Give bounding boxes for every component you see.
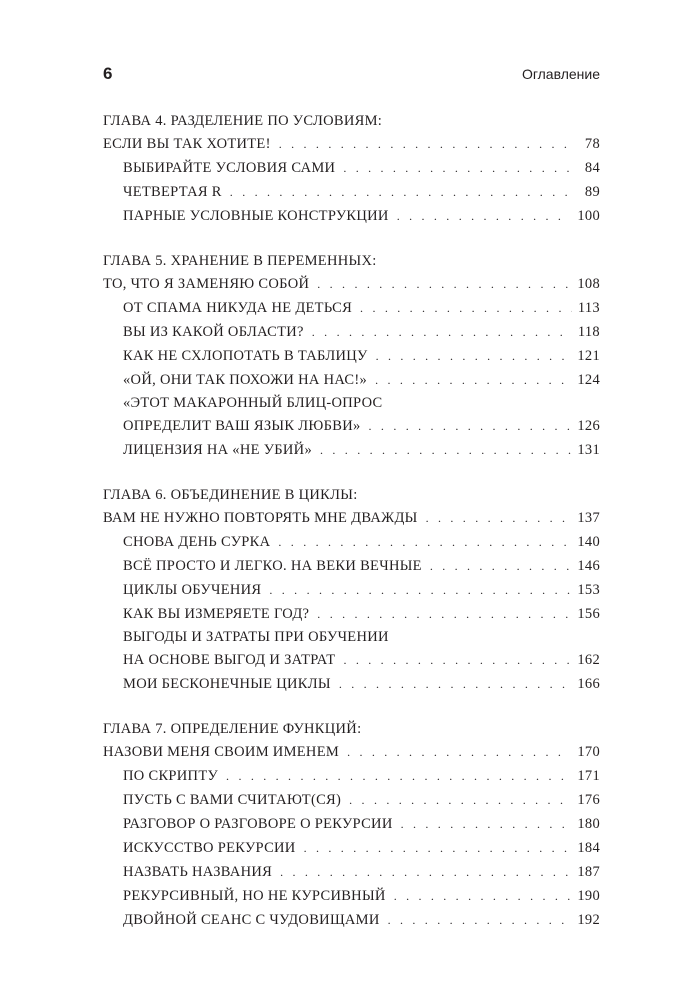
toc-entry[interactable] [123, 578, 600, 602]
dot-leader [279, 132, 572, 156]
running-head: Оглавление [521, 66, 600, 82]
toc-entry[interactable] [123, 836, 600, 860]
dot-leader [304, 836, 572, 860]
dot-leader [397, 204, 572, 228]
toc-chapter-5 [103, 250, 600, 462]
toc-entry[interactable] [123, 884, 600, 908]
dot-leader [349, 788, 571, 812]
page-ref: 184 [577, 840, 600, 856]
page-ref: 176 [577, 792, 600, 808]
toc-chapter-4 [103, 110, 600, 228]
toc-entry[interactable] [123, 296, 600, 320]
page-ref: 180 [577, 816, 600, 832]
section-title: ЦИКЛЫ ОБУЧЕНИЯ [123, 582, 262, 598]
dot-leader [280, 860, 571, 884]
page-ref: 113 [577, 300, 600, 316]
page-ref: 166 [577, 676, 600, 692]
section-title: ОПРЕДЕЛИТ ВАШ ЯЗЫК ЛЮБВИ» [123, 418, 361, 434]
page-ref: 171 [577, 768, 600, 784]
toc-entry[interactable] [123, 812, 600, 836]
page-ref: 146 [577, 558, 600, 574]
toc-entry[interactable] [123, 908, 600, 932]
dot-leader [269, 578, 571, 602]
section-title: «ОЙ, ОНИ ТАК ПОХОЖИ НА НАС!» [123, 372, 368, 388]
page-ref: 131 [577, 442, 600, 458]
chapter-title-line2: ЕСЛИ ВЫ ТАК ХОТИТЕ! [103, 136, 271, 152]
dot-leader [394, 884, 572, 908]
toc-entry[interactable] [123, 414, 600, 438]
chapter-title-line1: ГЛАВА 5. ХРАНЕНИЕ В ПЕРЕМЕННЫХ: [103, 253, 377, 269]
chapter-title-line2: ТО, ЧТО Я ЗАМЕНЯЮ СОБОЙ [103, 276, 310, 292]
dot-leader [278, 530, 571, 554]
toc-entry[interactable] [123, 602, 600, 626]
section-title: ЛИЦЕНЗИЯ НА «НЕ УБИЙ» [123, 442, 312, 458]
page-ref: 156 [577, 606, 600, 622]
section-title: РАЗГОВОР О РАЗГОВОРЕ О РЕКУРСИИ [123, 816, 393, 832]
page-ref: 190 [577, 888, 600, 904]
toc-entry[interactable] [103, 272, 600, 296]
section-title: РЕКУРСИВНЫЙ, НО НЕ КУРСИВНЫЙ [123, 888, 386, 904]
toc-chapter-7 [103, 718, 600, 932]
section-title: ИСКУССТВО РЕКУРСИИ [123, 840, 296, 856]
section-title: СНОВА ДЕНЬ СУРКА [123, 534, 271, 550]
page-ref: 89 [584, 184, 600, 200]
section-title: МОИ БЕСКОНЕЧНЫЕ ЦИКЛЫ [123, 676, 331, 692]
toc-entry[interactable] [123, 788, 600, 812]
page-number: 6 [103, 64, 113, 83]
section-title: КАК НЕ СХЛОПОТАТЬ В ТАБЛИЦУ [123, 348, 368, 364]
chapter-title-line2: НАЗОВИ МЕНЯ СВОИМ ИМЕНЕМ [103, 744, 340, 760]
section-list [103, 296, 600, 462]
dot-leader [230, 180, 572, 204]
page-ref: 121 [577, 348, 600, 364]
dot-leader [339, 672, 572, 696]
toc-entry[interactable] [103, 132, 600, 156]
toc-entry[interactable] [123, 344, 600, 368]
toc-entry[interactable] [123, 764, 600, 788]
table-of-contents [103, 110, 600, 954]
dot-leader [317, 602, 571, 626]
dot-leader [226, 764, 571, 788]
section-title: ВСЁ ПРОСТО И ЛЕГКО. НА ВЕКИ ВЕЧНЫЕ [123, 558, 422, 574]
page-ref: 126 [577, 418, 600, 434]
section-list [103, 156, 600, 228]
toc-entry[interactable] [123, 204, 600, 228]
section-title: ОТ СПАМА НИКУДА НЕ ДЕТЬСЯ [123, 300, 353, 316]
section-title: НАЗВАТЬ НАЗВАНИЯ [123, 864, 273, 880]
page-ref: 84 [584, 160, 600, 176]
dot-leader [401, 812, 572, 836]
dot-leader [347, 740, 571, 764]
dot-leader [360, 296, 572, 320]
page-ref: 153 [577, 582, 600, 598]
section-title: НА ОСНОВЕ ВЫГОД И ЗАТРАТ [123, 652, 336, 668]
dot-leader [312, 320, 572, 344]
page-ref: 124 [577, 372, 600, 388]
section-title: ПО СКРИПТУ [123, 768, 219, 784]
toc-entry[interactable] [103, 740, 600, 764]
toc-entry[interactable] [123, 156, 600, 180]
dot-leader [388, 908, 572, 932]
dot-leader [317, 272, 571, 296]
chapter-title-line1: ГЛАВА 6. ОБЪЕДИНЕНИЕ В ЦИКЛЫ: [103, 487, 358, 503]
toc-entry[interactable] [123, 530, 600, 554]
dot-leader [375, 368, 571, 392]
section-title: ДВОЙНОЙ СЕАНС С ЧУДОВИЩАМИ [123, 912, 380, 928]
page-ref: 170 [577, 744, 600, 760]
page-ref: 187 [577, 864, 600, 880]
toc-entry[interactable] [123, 320, 600, 344]
section-title: КАК ВЫ ИЗМЕРЯЕТЕ ГОД? [123, 606, 310, 622]
section-title-line1: «ЭТОТ МАКАРОННЫЙ БЛИЦ-ОПРОС [123, 395, 383, 411]
toc-entry[interactable] [123, 860, 600, 884]
page-ref: 100 [577, 208, 600, 224]
page-ref: 118 [577, 324, 600, 340]
page-ref: 78 [584, 136, 600, 152]
toc-entry[interactable] [123, 438, 600, 462]
section-title: ЧЕТВЕРТАЯ R [123, 184, 222, 200]
dot-leader [376, 344, 572, 368]
dot-leader [343, 648, 571, 672]
toc-entry[interactable] [103, 506, 600, 530]
toc-entry[interactable] [123, 554, 600, 578]
section-title: ВЫБИРАЙТЕ УСЛОВИЯ САМИ [123, 160, 336, 176]
toc-chapter-6 [103, 484, 600, 696]
chapter-title-line1: ГЛАВА 7. ОПРЕДЕЛЕНИЕ ФУНКЦИЙ: [103, 721, 362, 737]
dot-leader [343, 156, 572, 180]
page-ref: 192 [577, 912, 600, 928]
section-list [103, 764, 600, 932]
page-ref: 140 [577, 534, 600, 550]
toc-entry[interactable] [123, 648, 600, 672]
page-ref: 137 [577, 510, 600, 526]
chapter-title-line2: ВАМ НЕ НУЖНО ПОВТОРЯТЬ МНЕ ДВАЖДЫ [103, 510, 418, 526]
toc-entry[interactable] [123, 368, 600, 392]
chapter-title-line1: ГЛАВА 4. РАЗДЕЛЕНИЕ ПО УСЛОВИЯМ: [103, 113, 383, 129]
dot-leader [430, 554, 572, 578]
toc-entry[interactable] [123, 672, 600, 696]
dot-leader [426, 506, 572, 530]
section-title: ПУСТЬ С ВАМИ СЧИТАЮТ(СЯ) [123, 792, 342, 808]
section-list [103, 530, 600, 696]
page-ref: 108 [577, 276, 600, 292]
page-ref: 162 [577, 652, 600, 668]
section-title: ВЫ ИЗ КАКОЙ ОБЛАСТИ? [123, 324, 304, 340]
toc-entry[interactable] [123, 180, 600, 204]
section-title-line1: ВЫГОДЫ И ЗАТРАТЫ ПРИ ОБУЧЕНИИ [123, 629, 389, 645]
dot-leader [369, 414, 572, 438]
section-title: ПАРНЫЕ УСЛОВНЫЕ КОНСТРУКЦИИ [123, 208, 389, 224]
dot-leader [320, 438, 571, 462]
